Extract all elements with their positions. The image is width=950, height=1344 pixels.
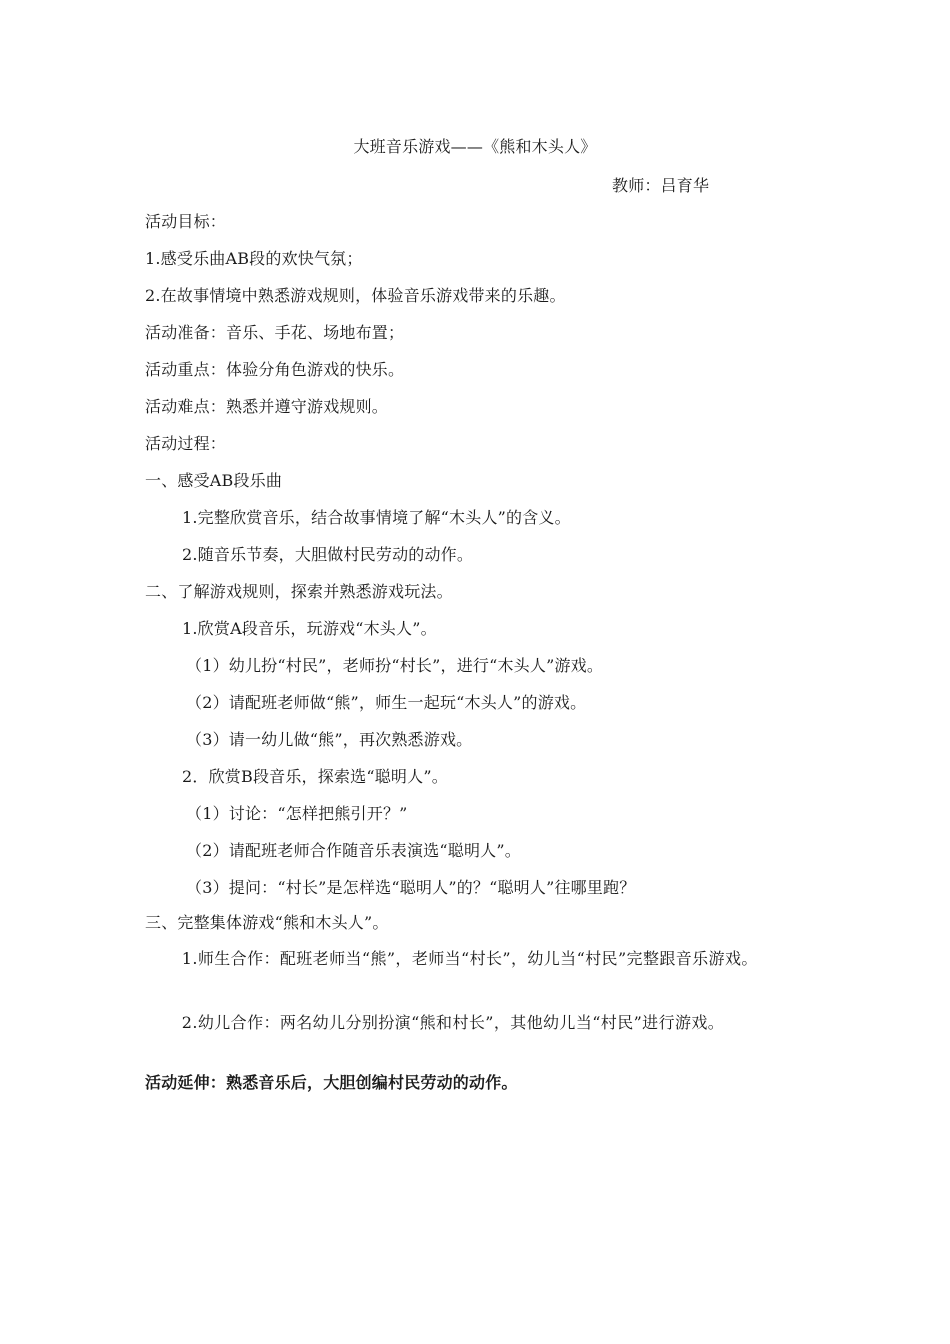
section-heading-goals: 活动目标： bbox=[145, 212, 227, 231]
sub-step-item: （1）幼儿扮“村民”，老师扮“村长”，进行“木头人”游戏。 bbox=[186, 656, 604, 675]
key-point-line: 活动重点：体验分角色游戏的快乐。 bbox=[145, 360, 405, 379]
preparation-line: 活动准备：音乐、手花、场地布置； bbox=[145, 323, 405, 342]
extension-line: 活动延伸：熟悉音乐后，大胆创编村民劳动的动作。 bbox=[145, 1073, 518, 1092]
step-heading: 三、完整集体游戏“熊和木头人”。 bbox=[145, 913, 389, 932]
goal-item: 2.在故事情境中熟悉游戏规则，体验音乐游戏带来的乐趣。 bbox=[145, 286, 566, 305]
step-item: 2．欣赏B段音乐，探索选“聪明人”。 bbox=[182, 767, 448, 786]
sub-step-item: （2）请配班老师合作随音乐表演选“聪明人”。 bbox=[186, 841, 521, 860]
step-heading: 一、感受AB段乐曲 bbox=[145, 471, 283, 490]
sub-step-item: （3）请一幼儿做“熊”，再次熟悉游戏。 bbox=[186, 730, 473, 749]
sub-step-item: （3）提问：“村长”是怎样选“聪明人”的？“聪明人”往哪里跑？ bbox=[186, 878, 636, 897]
sub-step-item: （2）请配班老师做“熊”，师生一起玩“木头人”的游戏。 bbox=[186, 693, 587, 712]
teacher-name: 教师：吕育华 bbox=[612, 176, 710, 195]
paragraph-children: 2.幼儿合作：两名幼儿分别扮演“熊和村长”，其他幼儿当“村民”进行游戏。 bbox=[181, 1013, 725, 1032]
sub-step-item: （1）讨论：“怎样把熊引开？” bbox=[186, 804, 408, 823]
section-heading-process: 活动过程： bbox=[145, 434, 227, 453]
step-item: 2.随音乐节奏，大胆做村民劳动的动作。 bbox=[182, 545, 474, 564]
step-heading: 二、了解游戏规则，探索并熟悉游戏玩法。 bbox=[145, 582, 453, 601]
step-item: 1.欣赏A段音乐，玩游戏“木头人”。 bbox=[182, 619, 437, 638]
step-item: 1.完整欣赏音乐，结合故事情境了解“木头人”的含义。 bbox=[182, 508, 571, 527]
goal-item: 1.感受乐曲AB段的欢快气氛； bbox=[145, 249, 363, 268]
difficulty-line: 活动难点：熟悉并遵守游戏规则。 bbox=[145, 397, 389, 416]
document-title: 大班音乐游戏——《熊和木头人》 bbox=[353, 137, 597, 156]
paragraph-teacher-student: 1.师生合作：配班老师当“熊”，老师当“村长”，幼儿当“村民”完整跟音乐游戏。 bbox=[181, 949, 758, 968]
